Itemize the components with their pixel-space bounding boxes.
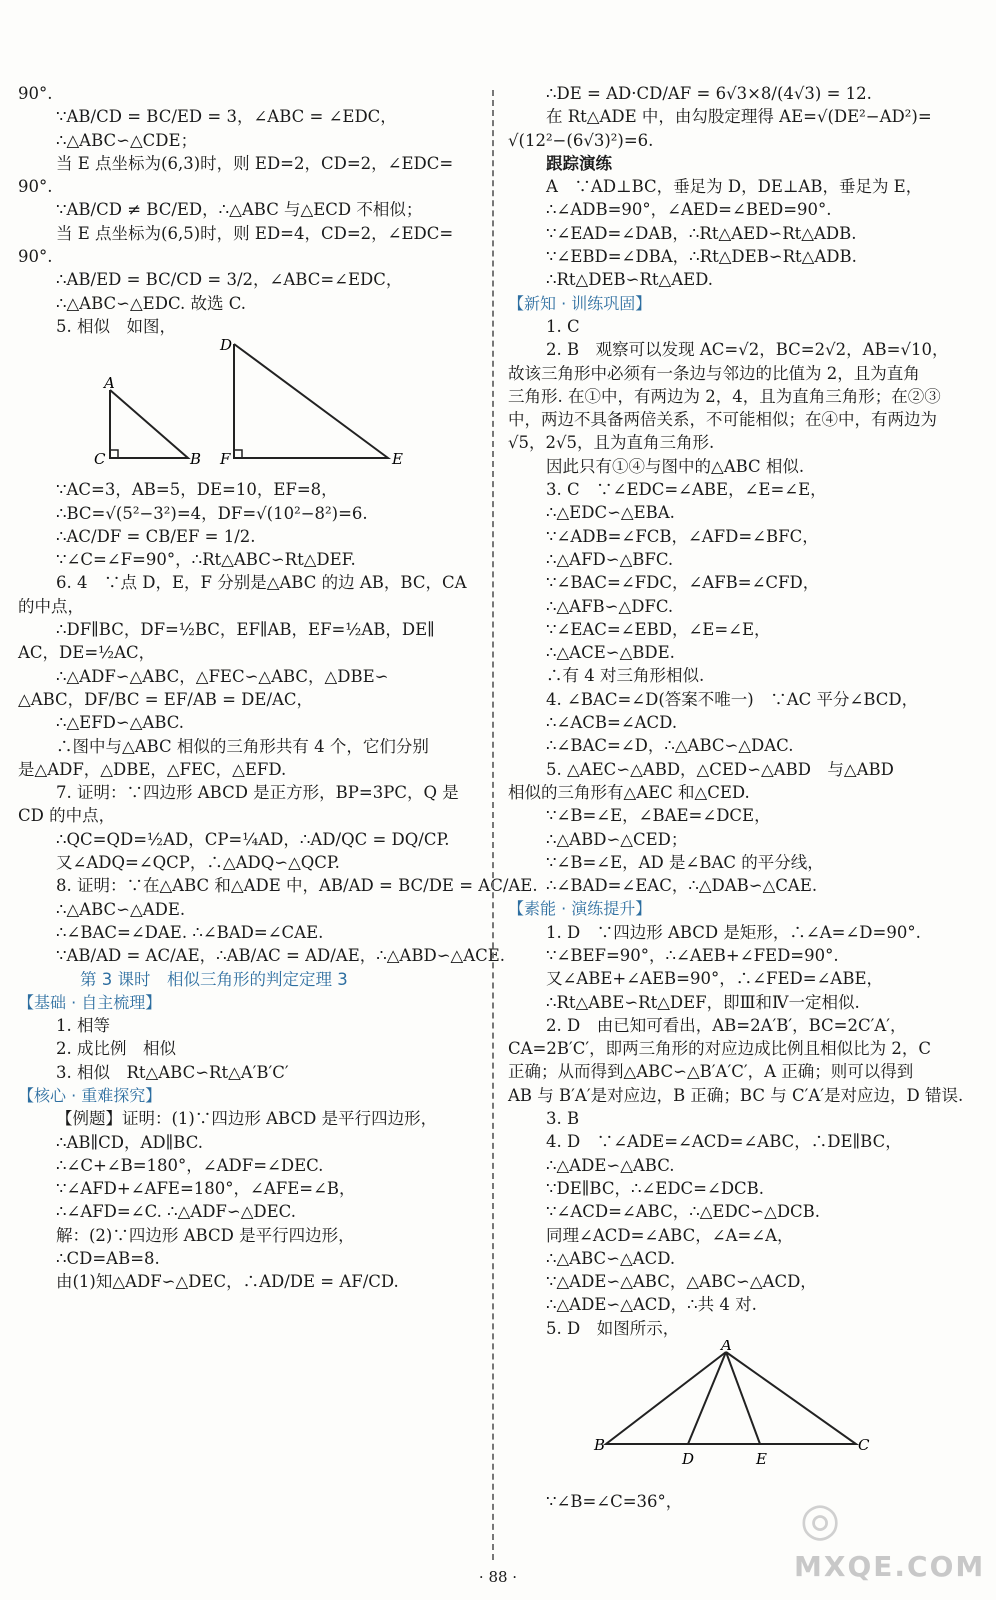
text-line: AC，DE=½AC，	[18, 643, 156, 663]
text-line: ∴△AFB∽△DFC.	[546, 596, 674, 616]
text-line: ∵DE∥BC，∴∠EDC=∠DCB.	[546, 1178, 765, 1198]
text-line: ∵∠EAC=∠EBD，∠E=∠E，	[546, 619, 771, 639]
text-line: ∴Rt△DEB∽Rt△AED.	[546, 270, 714, 290]
text-line: ∴△ABC∽△CDE；	[56, 130, 198, 150]
text-line: ∴△EFD∽△ABC.	[56, 713, 185, 733]
text-line: 3. 相似 Rt△ABC∽Rt△A′B′C′	[56, 1062, 289, 1082]
point-label: F	[220, 450, 231, 469]
point-label: B	[190, 450, 202, 469]
text-line: ∵∠ACD=∠ABC，∴△EDC∽△DCB.	[546, 1202, 821, 1222]
text-line: 5. D 如图所示，	[546, 1318, 680, 1338]
text-line: ∴DE = AD·CD/AF = 6√3×8/(4√3) = 12.	[546, 84, 872, 103]
text-line: 3. B	[546, 1109, 580, 1129]
text-line: ∴△ABD∽△CED；	[546, 829, 688, 849]
subheading: 跟踪演练	[546, 153, 612, 173]
text-line: 1. C	[546, 316, 580, 336]
text-line: ∵AC=3，AB=5，DE=10，EF=8，	[56, 480, 338, 500]
text-line: ∴∠BAD=∠EAC，∴△DAB∽△CAE.	[546, 876, 818, 896]
text-line: 2. 成比例 相似	[56, 1039, 176, 1059]
text-line: ∴∠ADB=90°，∠AED=∠BED=90°.	[546, 200, 832, 220]
text-line: 在 Rt△ADE 中，由勾股定理得 AE=√(DE²−AD²)=	[546, 107, 932, 127]
text-line: ∴△ADE∽△ABC.	[546, 1155, 675, 1175]
text-line: ∴△ABC∽△EDC. 故选 C.	[56, 293, 246, 313]
text-line: ∴△ABC∽△ACD.	[546, 1248, 676, 1268]
figure-right-triangles	[18, 338, 478, 478]
text-line: ∵∠EBD=∠DBA，∴Rt△DEB∽Rt△ADB.	[546, 247, 857, 267]
column-divider	[492, 90, 494, 1560]
text-line: ∴QC=QD=½AD，CP=¼AD，∴AD/QC = DQ/CP.	[56, 829, 450, 849]
point-label: C	[94, 450, 106, 469]
text-line: ∵∠ADB=∠FCB，∠AFD=∠BFC，	[546, 526, 819, 546]
text-line: ∴图中与△ABC 相似的三角形共有 4 个，它们分别	[56, 736, 429, 756]
text-line: ∴∠BAC=∠D，∴△ABC∽△DAC.	[546, 736, 794, 756]
text-line: ∴△ADE∽△ACD，∴共 4 对.	[546, 1295, 757, 1315]
text-line: 2. D 由已知可看出，AB=2A′B′，BC=2C′A′，	[546, 1015, 907, 1035]
text-line: ∵△ADE∽△ABC，△ABC∽△ACD，	[546, 1272, 817, 1292]
text-line: 2. B 观察可以发现 AC=√2，BC=2√2，AB=√10，	[546, 340, 949, 360]
text-line: ∴∠AFD=∠C. ∴△ADF∽△DEC.	[56, 1202, 296, 1222]
text-line: 8. 证明：∵在△ABC 和△ADE 中，AB/AD = BC/DE = AC/AE.	[56, 876, 538, 896]
watermark-icon: ◎	[800, 1492, 841, 1546]
text-line: ∴△EDC∽△EBA.	[546, 503, 675, 523]
text-line: AB 与 B′A′是对应边，B 正确；BC 与 C′A′是对应边，D 错误.	[508, 1085, 964, 1105]
text-line: 同理∠ACD=∠ABC，∠A=∠A，	[546, 1225, 794, 1245]
text-line: 又∠ADQ=∠QCP，∴△ADQ∽△QCP.	[56, 853, 340, 873]
text-line: 当 E 点坐标为(6,3)时，则 ED=2，CD=2，∠EDC=	[56, 153, 454, 173]
text-line: ∴AB/ED = BC/CD = 3/2，∠ABC=∠EDC，	[56, 270, 403, 290]
text-line: 因此只有①④与图中的△ABC 相似.	[546, 456, 805, 476]
point-label: E	[756, 1450, 767, 1469]
text-line: ∴∠C+∠B=180°，∠ADF=∠DEC.	[56, 1155, 324, 1175]
text-line: 故该三角形中必须有一条边与邻边的比值为 2，且为直角	[508, 363, 920, 383]
page-number: · 88 ·	[478, 1568, 518, 1586]
point-label: E	[392, 450, 403, 469]
text-line: ∴△ABC∽△ADE.	[56, 899, 186, 919]
text-line: 1. 相等	[56, 1016, 110, 1036]
text-line: ∴AC/DF = CB/EF = 1/2.	[56, 526, 256, 546]
text-line: ∴∠BAC=∠DAE. ∴∠BAD=∠CAE.	[56, 922, 324, 942]
text-line: ∵∠B=∠E，AD 是∠BAC 的平分线，	[546, 852, 824, 872]
text-line: 相似的三角形有△AEC 和△CED.	[508, 782, 750, 802]
text-line: 7. 证明：∵四边形 ABCD 是正方形，BP=3PC，Q 是	[56, 783, 459, 803]
text-line: ∵∠BAC=∠FDC，∠AFB=∠CFD，	[546, 573, 820, 593]
text-line: 4. ∠BAC=∠D(答案不唯一) ∵AC 平分∠BCD，	[546, 689, 919, 709]
text-line: ∵∠BEF=90°，∴∠AEB+∠FED=90°.	[546, 945, 839, 965]
text-line: 三角形. 在①中，有两边为 2，4，且为直角三角形；在②③	[508, 386, 941, 406]
text-line: ∴Rt△ABE∽Rt△DEF，即Ⅲ和Ⅳ一定相似.	[546, 992, 860, 1012]
point-label: A	[104, 374, 115, 393]
section-heading: 【核心 · 重难探究】	[18, 1085, 162, 1105]
text-line: 的中点，	[18, 596, 84, 616]
text-line: ∵AB/CD ≠ BC/ED，∴△ABC 与△ECD 不相似；	[56, 200, 423, 220]
text-line: ∴DF∥BC，DF=½BC，EF∥AB，EF=½AB，DE∥	[56, 620, 435, 640]
text-line: ∴BC=√(5²−3²)=4，DF=√(10²−8²)=6.	[56, 503, 368, 523]
text-line: CA=2B′C′，即两三角形的对应边成比例且相似比为 2，C	[508, 1039, 931, 1059]
right-column	[508, 82, 984, 1560]
point-label: B	[594, 1436, 606, 1455]
point-label: D	[220, 338, 233, 355]
text-line: ∵AB/CD = BC/ED = 3，∠ABC = ∠EDC，	[56, 107, 397, 127]
text-line: ∴∠ACB=∠ACD.	[546, 713, 678, 733]
left-column	[18, 82, 538, 1560]
lesson-title: 第 3 课时 相似三角形的判定定理 3	[80, 969, 348, 989]
text-line: A ∵AD⊥BC，垂足为 D，DE⊥AB，垂足为 E，	[546, 177, 923, 197]
text-line: 90°.	[18, 84, 53, 103]
text-line: ∵∠AFD+∠AFE=180°，∠AFE=∠B，	[56, 1179, 356, 1199]
text-line: 是△ADF，△DBE，△FEC，△EFD.	[18, 759, 287, 779]
section-heading: 【基础 · 自主梳理】	[18, 992, 162, 1012]
text-line: ∴△AFD∽△BFC.	[546, 549, 674, 569]
text-line: 由(1)知△ADF∽△DEC，∴AD/DE = AF/CD.	[56, 1272, 399, 1292]
text-line: ∵∠EAD=∠DAB，∴Rt△AED∽Rt△ADB.	[546, 223, 857, 243]
watermark-text: MXQE.COM	[794, 1550, 986, 1583]
text-line: 5. 相似 如图，	[56, 316, 176, 336]
text-line: 90°.	[18, 247, 53, 267]
point-label: D	[682, 1450, 695, 1469]
text-line: 中，两边不具备两倍关系，不可能相似；在④中，有两边为	[508, 410, 937, 430]
text-line: √5，2√5，且为直角三角形.	[508, 433, 715, 453]
text-line: √(12²−(6√3)²)=6.	[508, 130, 654, 150]
point-label: C	[858, 1436, 870, 1455]
text-line: 6. 4 ∵点 D，E，F 分别是△ABC 的边 AB，BC，CA	[56, 573, 467, 593]
text-line: 解：(2)∵四边形 ABCD 是平行四边形，	[56, 1225, 355, 1245]
section-heading: 【素能 · 演练提升】	[508, 899, 652, 919]
section-heading: 【新知 · 训练巩固】	[508, 293, 652, 313]
text-line: ∴CD=AB=8.	[56, 1249, 160, 1269]
text-line: ∵∠B=∠C=36°，	[546, 1492, 683, 1512]
point-label: A	[721, 1340, 732, 1355]
text-line: △ABC，DF/BC = EF/AB = DE/AC，	[18, 689, 314, 709]
text-line: 4. D ∵∠ADE=∠ACD=∠ABC，∴DE∥BC，	[546, 1132, 902, 1152]
text-line: CD 的中点，	[18, 806, 116, 826]
text-line: ∴△ACE∽△BDE.	[546, 643, 675, 663]
text-line: 90°.	[18, 177, 53, 197]
text-line: 3. C ∵∠EDC=∠ABE，∠E=∠E，	[546, 480, 827, 500]
text-line: ∵∠B=∠E，∠BAE=∠DCE，	[546, 806, 771, 826]
text-line: ∴AB∥CD，AD∥BC.	[56, 1132, 203, 1152]
text-line: 正确；从而得到△ABC∽△B′A′C′，A 正确；则可以得到	[508, 1062, 914, 1082]
text-line: 【例题】证明：(1)∵四边形 ABCD 是平行四边形，	[56, 1109, 438, 1129]
figure-isosceles-triangle	[508, 1340, 984, 1490]
text-line: ∵∠C=∠F=90°，∴Rt△ABC∽Rt△DEF.	[56, 550, 356, 570]
text-line: 又∠ABE+∠AEB=90°，∴∠FED=∠ABE，	[546, 969, 884, 989]
text-line: ∴△ADF∽△ABC，△FEC∽△ABC，△DBE∽	[56, 666, 389, 686]
text-line: 当 E 点坐标为(6,5)时，则 ED=4，CD=2，∠EDC=	[56, 223, 454, 243]
text-line: 1. D ∵四边形 ABCD 是矩形，∴∠A=∠D=90°.	[546, 922, 921, 942]
text-line: 5. △AEC∽△ABD，△CED∽△ABD 与△ABD	[546, 759, 894, 779]
text-line: ∵AB/AD = AC/AE，∴AB/AC = AD/AE，∴△ABD∽△ACE.	[56, 946, 506, 966]
text-line: ∴有 4 对三角形相似.	[546, 666, 705, 686]
